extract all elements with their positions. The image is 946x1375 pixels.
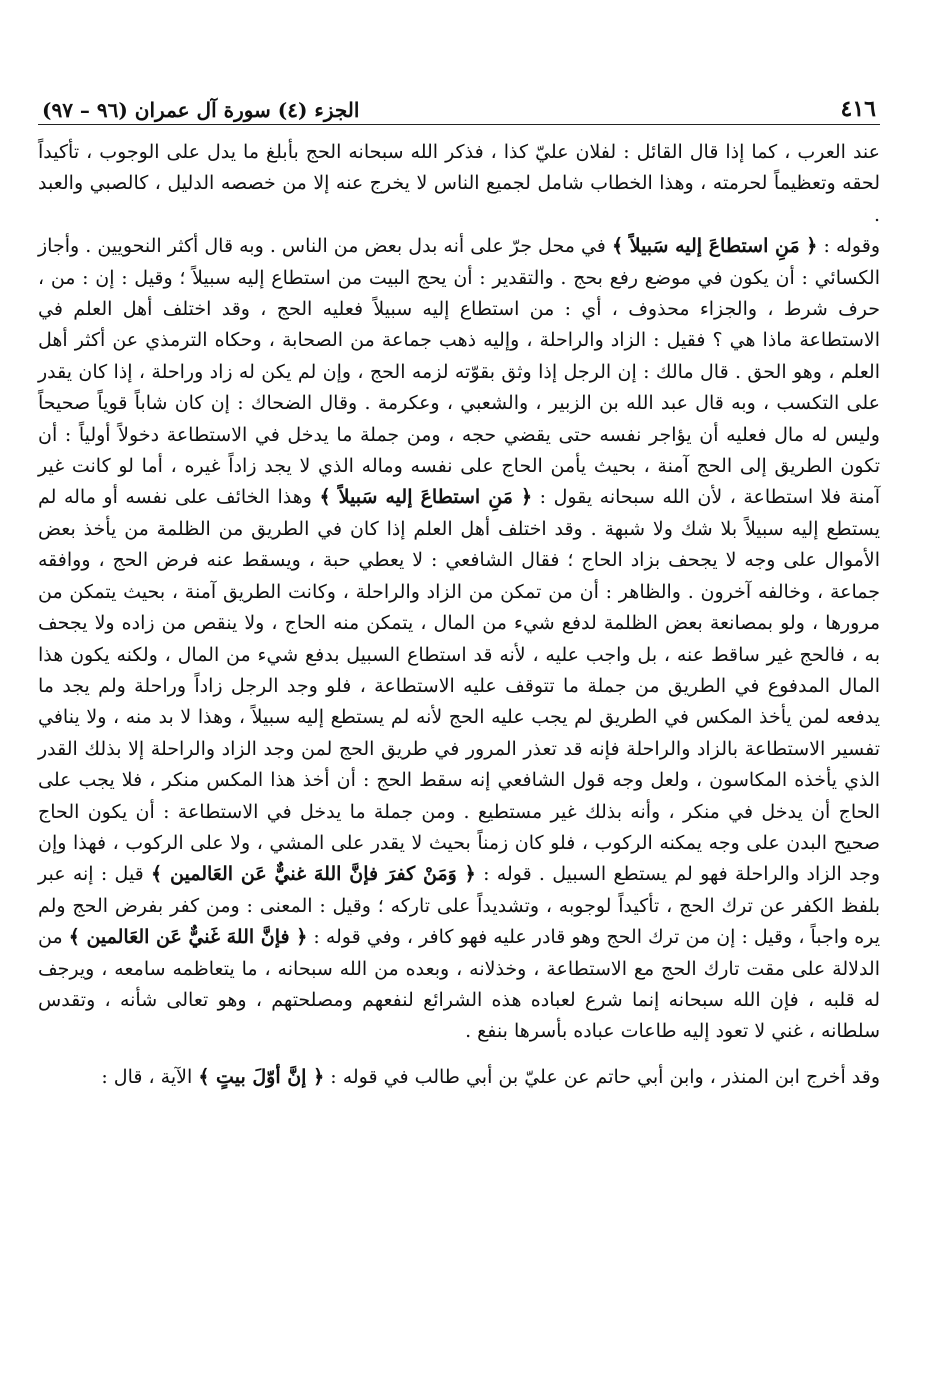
- book-page: [38, 86, 880, 1326]
- quran-quote: ﴿ فإنَّ اللهَ غَنيٌّ عَن العَالمين ﴾: [68, 926, 308, 949]
- paragraph: [38, 137, 880, 231]
- paragraph-text: وقد أخرج ابن المنذر ، وابن أبي حاتم عن عليّ بن أبي طالب في قوله :: [324, 1065, 880, 1088]
- paragraph: [38, 231, 880, 1048]
- paragraph: [38, 1062, 880, 1093]
- paragraph-text: قيل : إنه عبر بلفظ الكفر عن ترك الحج ، تأكيداً لوجوبه ، وتشديداً على تاركه ؛ وقيل : المعنى : ومن كفر بفرض الحج ولم يره واجباً ، وقيل : إن من ترك الحج وهو قادر عليه فهو كافر ، وفي قوله :: [38, 863, 880, 949]
- paragraph-text: الآية ، قال :: [101, 1065, 199, 1088]
- header-title: الجزء (٤) سورة آل عمران (٩٦ – ٩٧): [42, 98, 360, 122]
- quran-quote: ﴿ مَنِ استطاعَ إليه سَبيلاً ﴾: [319, 486, 533, 509]
- paragraph-text: وهذا الخائف على نفسه أو ماله لم يستطع إليه سبيلاً بلا شك ولا شبهة . وقد اختلف أهل العلم إذا كان في الطريق من الظلمة من يأخذ بعض الأموال على وجه لا يجحف بزاد الحاج ؛ فقال الشافعي : لا يعطي حبة ، ويسقط عنه فرض الحج ، ووافقه جماعة ، وخالفه آخرون . والظاهر : أن من تمكن من الزاد والراحلة ، وكانت الطريق آمنة ، بحيث يتمكن من مرورها ، ولو بمصانعة بعض الظلمة لدفع شيء من المال ، يتمكن منه الحاج ، ولا ينقص من زاده ولا يجحف به ، فالحج غير ساقط عنه ، بل واجب عليه ، لأنه قد استطاع السبيل بدفع شيء من المال ، ولكنه يكون هذا المال المدفوع في الطريق من جملة ما تتوقف عليه الاستطاعة ، فلو وجد الرجل زاداً وراحلة ولم يجد ما يدفعه لمن يأخذ المكس في الطريق لم يجب عليه الحج لأنه لم يستطع إليه سبيلاً ، وهذا لا بد منه ، ولا ينافي تفسير الاستطاعة بالزاد والراحلة فإنه قد تعذر المرور في طريق الحج لمن وجد الزاد والراحلة إلا بذلك القدر الذي يأخذه المكاسون ، ولعل وجه قول الشافعي إنه سقط الحج : أن أخذ هذا المكس منكر ، فلا يجب على الحاج أن يدخل في منكر ، وأنه بذلك غير مستطيع . ومن جملة ما يدخل في الاستطاعة : أن يكون الحاج صحيح البدن على وجه يمكنه الركوب ، فلو كان زمناً بحيث لا يقدر على المشي ، ولا على الركوب ، فهذا وإن وجد الزاد والراحلة فهو لم يستطع السبيل . قوله :: [38, 486, 880, 886]
- page-number: ٤١٦: [840, 96, 876, 122]
- paragraph-text: في محل جرّ على أنه بدل بعض من الناس . وبه قال أكثر النحويين . وأجاز الكسائي : أن يكون في موضع رفع بحج . والتقدير : أن يحج البيت من استطاع إليه سبيلاً ؛ وقيل : إن : من ، حرف شرط ، والجزاء محذوف ، أي : من استطاع إليه سبيلاً فعليه الحج ، وقد اختلف أهل العلم في الاستطاعة ماذا هي ؟ فقيل : الزاد والراحلة ، وإليه ذهب جماعة من الصحابة ، وحكاه الترمذي عن أكثر أهل العلم ، وهو الحق . قال مالك : إن الرجل إذا وثق بقوّته لزمه الحج ، وإن لم يكن له زاد وراحلة ، إذا كان يقدر على التكسب ، وبه قال عبد الله بن الزبير ، والشعبي ، وعكرمة . وقال الضحاك : إن كان شاباً قوياً صحيحاً وليس له مال فعليه أن يؤاجر نفسه حتى يقضي حجه ، ومن جملة ما يدخل في الاستطاعة دخولاً أولياً : أن تكون الطريق إلى الحج آمنة ، بحيث يأمن الحاج على نفسه وماله الذي لا يجد زاداً غيره ، أما لو كانت غير آمنة فلا استطاعة ، لأن الله سبحانه يقول :: [38, 235, 880, 509]
- quran-quote: ﴿ إنَّ أوّلَ بيتٍ ﴾: [198, 1065, 325, 1088]
- body-text: [38, 137, 880, 1093]
- quran-quote: ﴿ وَمَنْ كفرَ فإنَّ اللهَ غنيٌّ عَن العَالمين ﴾: [151, 863, 476, 886]
- paragraph-text: عند العرب ، كما إذا قال القائل : لفلان عليّ كذا ، فذكر الله سبحانه الحج بأبلغ ما يدل على الوجوب ، تأكيداً لحقه وتعظيماً لحرمته ، وهذا الخطاب شامل لجميع الناس لا يخرج عنه إلا من خصصه الدليل ، كالصبي والعبد .: [38, 141, 880, 226]
- paragraph-text: وقوله :: [817, 235, 881, 258]
- paragraph-text: من الدلالة على مقت تارك الحج مع الاستطاعة ، وخذلانه ، وبعده من الله سبحانه ، ما يتعاظمه سامعه ، ويرجف له قلبه ، فإن الله سبحانه إنما شرع لعباده هذه الشرائع لنفعهم ومصلحتهم ، وهو تعالى شأنه ، وتقدس سلطانه ، غني لا تعود إليه طاعات عباده بأسرها بنفع .: [38, 926, 880, 1043]
- quran-quote: ﴿ مَنِ استطاعَ إليه سَبيلاً ﴾: [611, 235, 818, 258]
- running-header: [38, 86, 880, 125]
